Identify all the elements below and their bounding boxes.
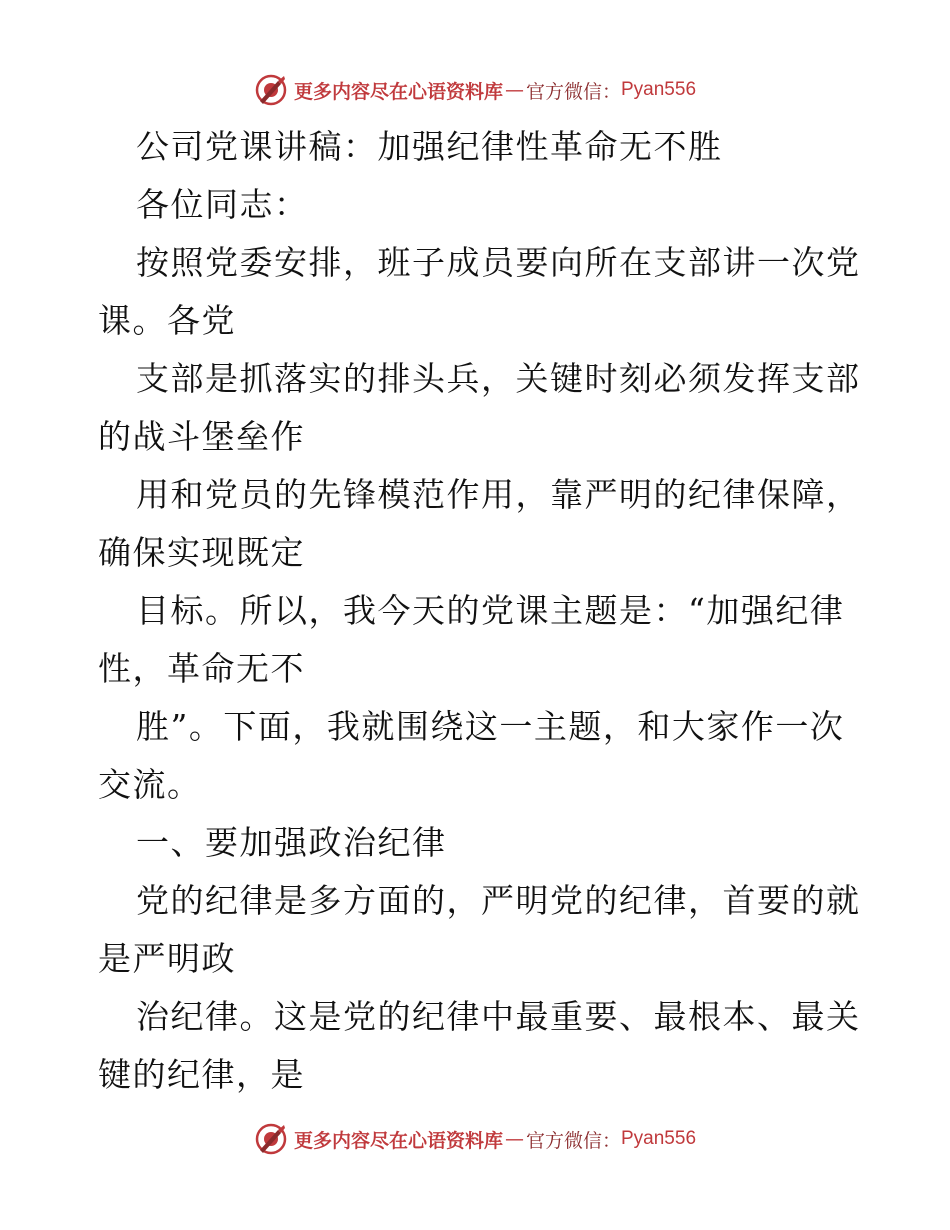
watermark-dash: —: [504, 79, 524, 101]
text-line: 公司党课讲稿：加强纪律性革命无不胜: [136, 127, 723, 166]
document-body: [98, 118, 861, 1104]
text-line: 胜”。下面，我就围绕这一主题，和大家作一次: [136, 707, 845, 746]
text-line: 性，革命无不: [98, 649, 305, 688]
text-line: 交流。: [98, 765, 202, 804]
text-line: 一、要加强政治纪律: [136, 823, 447, 862]
text-line: 按照党委安排，班子成员要向所在支部讲一次党: [136, 243, 861, 282]
text-line: 是严明政: [98, 939, 236, 978]
watermark-main-text: 更多内容尽在心语资料库: [293, 80, 503, 103]
watermark-wechat-id: Pyan556: [621, 79, 697, 100]
text-line: 治纪律。这是党的纪律中最重要、最根本、最关: [136, 997, 861, 1036]
text-line: 键的纪律，是: [98, 1055, 305, 1094]
watermark-main-text: 更多内容尽在心语资料库: [293, 1129, 503, 1152]
watermark-sub-text: 官方微信：: [525, 80, 621, 103]
brush-logo-icon: [254, 73, 288, 107]
header-watermark: [0, 70, 950, 110]
text-line: 课。各党: [98, 301, 236, 340]
text-line: 目标。所以，我今天的党课主题是：“加强纪律: [136, 591, 845, 630]
text-line: 确保实现既定: [98, 533, 305, 572]
footer-watermark: [0, 1119, 950, 1159]
text-line: 支部是抓落实的排头兵，关键时刻必须发挥支部: [136, 359, 861, 398]
text-line: 各位同志：: [136, 185, 309, 224]
watermark-sub-text: 官方微信：: [525, 1129, 621, 1152]
text-line: 党的纪律是多方面的，严明党的纪律，首要的就: [136, 881, 861, 920]
watermark-dash: —: [504, 1128, 524, 1150]
watermark-wechat-id: Pyan556: [621, 1128, 697, 1149]
text-line: 用和党员的先锋模范作用，靠严明的纪律保障，: [136, 475, 861, 514]
text-line: 的战斗堡垒作: [98, 417, 305, 456]
brush-logo-icon: [254, 1122, 288, 1156]
